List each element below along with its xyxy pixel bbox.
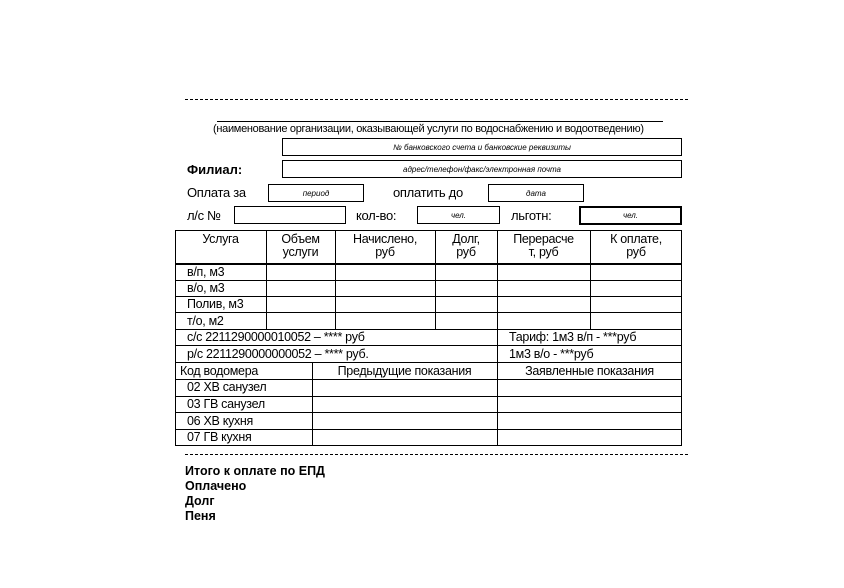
meter-header-declared: Заявленные показания [525,364,654,378]
pay-until-label: оплатить до [393,185,463,200]
col-header-text: Услуга [202,232,239,246]
debt-label: Долг [185,494,215,508]
col-header-accrued [335,233,435,259]
col-header-text: Начислено, [352,232,418,246]
service-row-label: в/п, м3 [187,265,225,279]
table-line [175,362,682,363]
service-row-label: т/о, м2 [187,314,224,328]
col-header-text: руб [375,245,395,259]
col-header-text: К оплате, [610,232,662,246]
meter-row-label: 06 ХВ кухня [187,414,254,428]
table-line [175,296,682,297]
col-header-debt [435,233,497,259]
period-box [268,184,364,202]
pay-for-label: Оплата за [187,185,246,200]
col-header-recalc [497,233,590,259]
table-line [175,429,682,430]
meter-row-label: 02 ХВ санузел [187,380,267,394]
meter-row-label: 03 ГВ санузел [187,397,265,411]
date-placeholder: дата [526,188,546,198]
bottom-cut-line [185,454,688,455]
account-label: л/с № [187,208,221,223]
col-header-text: Объем [281,232,320,246]
contact-placeholder: адрес/телефон/факс/электронная почта [403,164,561,174]
account-box [234,206,346,224]
org-caption: (наименование организации, оказывающей услуги по водоснабжению и водоотведению) [213,123,644,135]
top-cut-line [185,99,688,100]
contact-box [282,160,682,178]
col-header-text: руб [456,245,476,259]
period-placeholder: период [302,188,330,198]
org-name-underline [217,121,663,122]
table-line [175,412,682,413]
col-header-text: руб [626,245,646,259]
count-box [417,206,500,224]
service-row-label: Полив, м3 [187,297,244,311]
count-label: кол-во: [356,208,397,223]
meter-row-label: 07 ГВ кухня [187,430,252,444]
branch-label: Филиал: [187,162,243,177]
account-line: с/с 2211290000010052 – **** руб [187,330,365,344]
meter-header-code: Код водомера [180,364,258,378]
service-row-label: в/о, м3 [187,281,225,295]
penalty-label: Пеня [185,509,216,523]
tariff-line: Тариф: 1м3 в/п - ***руб [509,330,637,344]
total-to-pay-label: Итого к оплате по ЕПД [185,464,325,478]
table-line [175,263,682,265]
col-header-text: т, руб [528,245,559,259]
account-line: р/с 2211290000000052 – **** руб. [187,347,369,361]
paid-label: Оплачено [185,479,247,493]
table-line [175,345,682,346]
count-placeholder: чел. [450,210,467,220]
col-header-text: Долг, [452,232,480,246]
meter-header-previous: Предыдущие показания [337,364,472,378]
bank-details-box [282,138,682,156]
col-header-service [175,233,266,246]
tariff-line: 1м3 в/о - ***руб [509,347,594,361]
table-line [175,280,682,281]
benefit-placeholder: чел. [622,211,639,220]
date-box [488,184,584,202]
col-header-to-pay [590,233,682,259]
benefit-box [579,206,682,225]
bank-details-placeholder: № банковского счета и банковские реквизиты [393,142,571,152]
table-line [175,312,682,313]
benefit-label: льготн: [511,208,552,223]
col-header-text: Перерасче [513,232,574,246]
col-header-volume [266,233,335,259]
col-header-text: услуги [282,245,319,259]
